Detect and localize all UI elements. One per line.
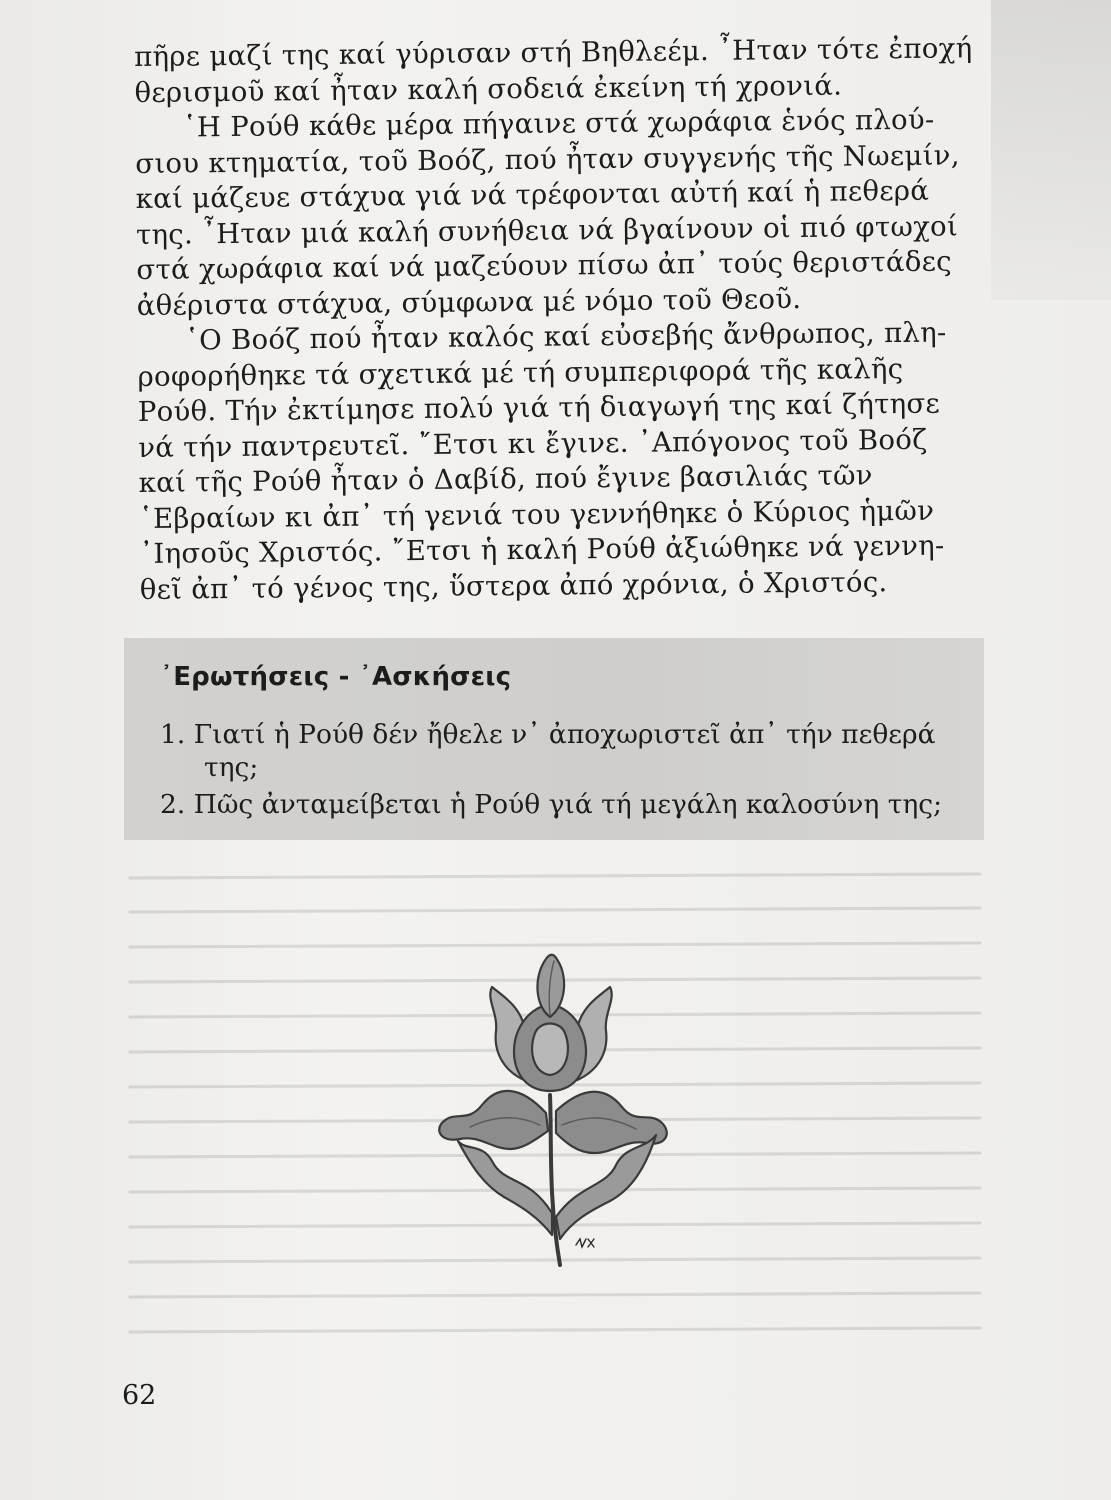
paragraph-3 bbox=[137, 315, 1020, 608]
text-line: στά χωράφια καί νά μαζεύουν πίσω ἀπ᾿ τούς θεριστάδες bbox=[136, 245, 953, 286]
question-item: 2. Πῶς ἀνταμείβεται ἡ Ρούθ γιά τή μεγάλη καλοσύνη της; bbox=[160, 789, 942, 820]
text-line: σιου κτηματία, τοῦ Βοόζ, πού ἦταν συγγενής τῆς Νωεμίν, bbox=[135, 138, 960, 180]
text-line: ῾Ο Βοόζ πού ἦταν καλός καί εὐσεβής ἄνθρωπος, πλη- bbox=[184, 316, 947, 357]
text-line: ἀθέριστα στάχυα, σύμφωνα μέ νόμο τοῦ Θεοῦ. bbox=[136, 282, 802, 322]
text-line: ῾Η Ρούθ κάθε μέρα πήγαινε στά χωράφια ἑνός πλού- bbox=[182, 103, 935, 144]
text-line: ᾿Ιησοῦς Χριστός. ῎Ετσι ἡ καλή Ρούθ ἀξιώθηκε νά γεννη- bbox=[139, 529, 945, 570]
questions-title: ᾿Ερωτήσεις - ᾿Ασκήσεις bbox=[160, 662, 512, 692]
text-line: ροφορήθηκε τά σχετικά μέ τή συμπεριφορά τῆς καλῆς bbox=[137, 352, 904, 393]
text-line: νά τήν παντρευτεῖ. ῎Ετσι κι ἔγινε. ᾿Απόγονος τοῦ Βοόζ bbox=[138, 423, 928, 464]
flower-illustration bbox=[400, 935, 700, 1290]
text-line: θερισμοῦ καί ἦταν καλή σοδειά ἐκείνη τή χρονιά. bbox=[134, 69, 843, 109]
text-line: καί μάζευε στάχυα γιά νά τρέφονται αὐτή καί ἡ πεθερά bbox=[135, 174, 930, 215]
paragraph-1 bbox=[134, 31, 1015, 111]
text-line: ῾Εβραίων κι ἀπ᾿ τή γενιά του γεννήθηκε ὁ Κύριος ἡμῶν bbox=[138, 494, 935, 535]
body-text bbox=[134, 31, 1020, 608]
paragraph-2 bbox=[135, 102, 1017, 324]
text-line: Ρούθ. Τήν ἐκτίμησε πολύ γιά τή διαγωγή της καί ζήτησε bbox=[137, 387, 941, 428]
text-line: θεῖ ἀπ᾿ τό γένος της, ὕστερα ἀπό χρόνια, ὁ Χριστός. bbox=[139, 565, 888, 606]
questions-list bbox=[160, 718, 970, 825]
text-line: της. ῏Ηταν μιά καλή συνήθεια νά βγαίνουν οἱ πιό φτωχοί bbox=[135, 209, 959, 251]
page-number: 62 bbox=[122, 1380, 157, 1411]
text-line: πῆρε μαζί της καί γύρισαν στή Βηθλεέμ. ῏Ηταν τότε ἐποχή bbox=[134, 32, 973, 73]
question-item: 1. Γιατί ἡ Ρούθ δέν ἤθελε ν᾿ ἀποχωριστεῖ ἀπ᾿ τήν πεθερά της; bbox=[160, 719, 936, 783]
flower-inner-petal bbox=[532, 1024, 568, 1076]
text-line: καί τῆς Ρούθ ἦταν ὁ Δαβίδ, πού ἔγινε βασιλιάς τῶν bbox=[138, 459, 873, 499]
flower-leaf-lower-left bbox=[458, 1141, 552, 1235]
artist-monogram bbox=[576, 1239, 594, 1247]
